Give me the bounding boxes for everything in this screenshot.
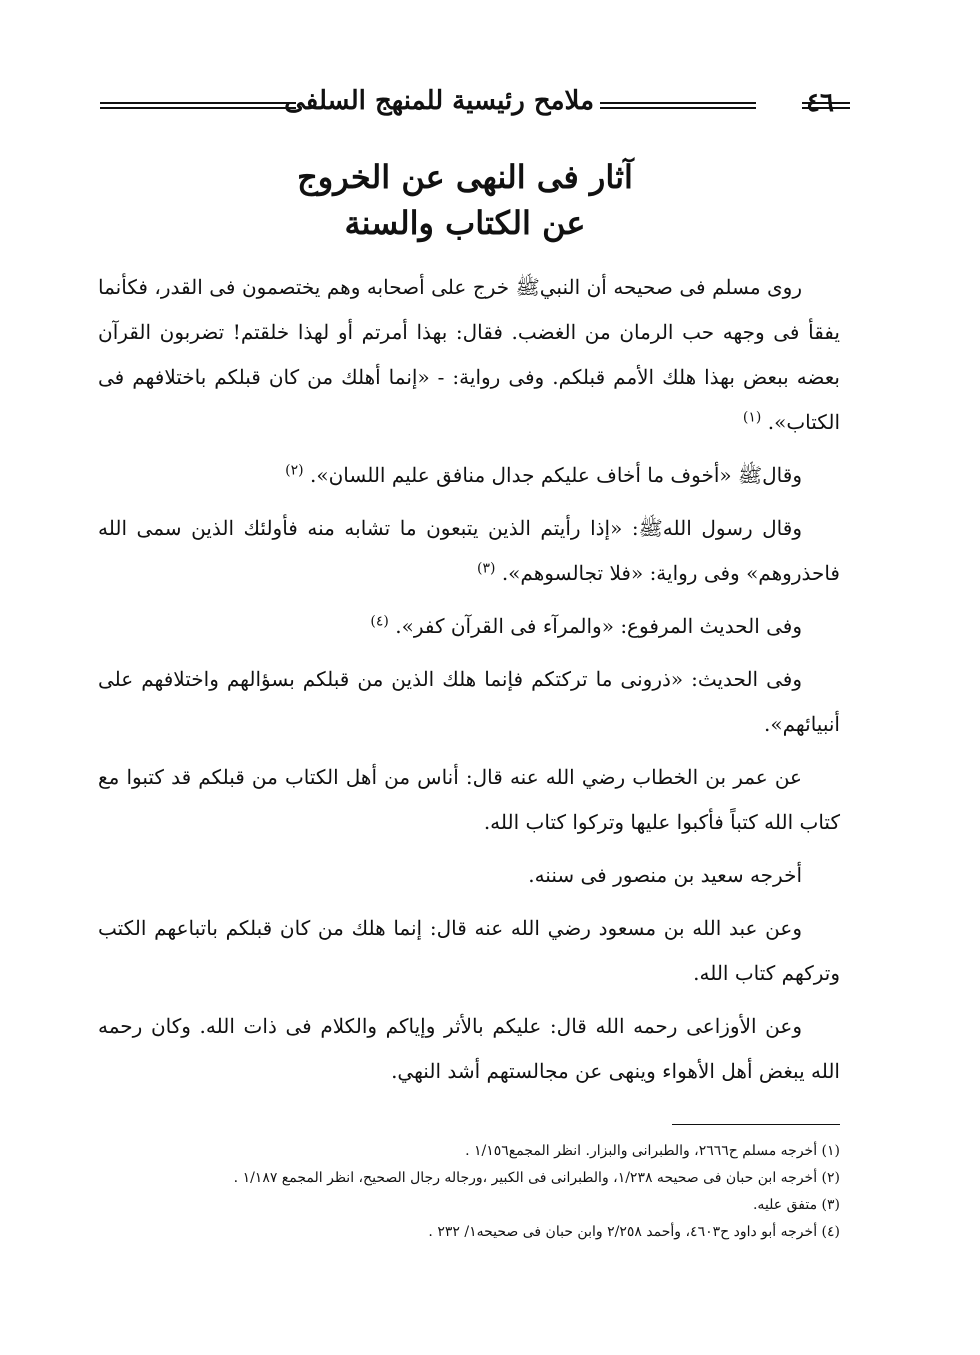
paragraph-text: روى مسلم فى صحيحه أن النبيﷺ خرج على أصحابه وهم يختصمون فى القدر، فكأنما يفقأ فى وجهه حب الرمان من الغضب. فقال: بهذا أمرتم أو لهذا خلقتم! تضربون القرآن بعضه ببعض بهذا هلك الأمم قبلكم. وفى رواية: - «إنما أهلك من كان قبلكم باختلافهم فى الكتاب». [98, 275, 840, 434]
paragraph [98, 604, 840, 649]
paragraph-text: وعن الأوزاعى رحمه الله قال: عليكم بالأثر وإياكم والكلام فى ذات الله. وكان رحمه الله يبغض أهل الأهواء وينهى عن مجالستهم أشد النهي. [98, 1014, 840, 1083]
paragraph [98, 755, 840, 845]
footnote-separator [672, 1124, 840, 1125]
paragraph-text: وعن عبد الله بن مسعود رضي الله عنه قال: إنما هلك من كان قبلكم باتباعهم الكتب وتركهم كتاب الله. [98, 916, 840, 985]
footnote-ref: (٢) [285, 462, 304, 479]
running-header [90, 88, 840, 122]
paragraph [98, 1004, 840, 1094]
paragraph-text: أخرجه سعيد بن منصور فى سننه. [528, 863, 802, 887]
footnote: (٤) أخرجه أبو داود ح٤٦٠٣، وأحمد ٢/٢٥٨ وابن حبان فى صحيحه١/ ٢٣٢ . [428, 1224, 840, 1240]
running-title: ملامح رئيسية للمنهج السلفى [284, 86, 594, 116]
header-rule-middle [600, 102, 756, 104]
paragraph [98, 906, 840, 996]
footnotes [98, 1138, 840, 1246]
paragraph-text: وفى الحديث المرفوع: «والمرآء فى القرآن كفر». [395, 614, 802, 638]
footnote: (١) أخرجه مسلم ح٢٦٦٦، والطبرانى والبزار. انظر المجمع١/١٥٦ . [465, 1143, 840, 1159]
paragraph [98, 506, 840, 596]
paragraph [98, 657, 840, 747]
paragraph [98, 453, 840, 498]
paragraph-text: عن عمر بن الخطاب رضي الله عنه قال: أناس من أهل الكتاب من قبلكم قد كتبوا مع كتاب الله كتباً فأكبوا عليها وتركوا كتاب الله. [98, 765, 840, 834]
footnote: (٣) متفق عليه. [752, 1197, 840, 1213]
header-rule-left [100, 102, 296, 104]
paragraph [98, 853, 840, 898]
footnote-ref: (٣) [477, 560, 496, 577]
body-text [98, 265, 840, 1102]
paragraph-text: وقال رسول اللهﷺ: «إذا رأيتم الذين يتبعون ما تشابه منه فأولئك الذين سمى الله فاحذروهم» وفى رواية: «فلا تجالسوهم». [98, 516, 840, 585]
footnote-ref: (٤) [370, 613, 389, 630]
footnote-ref: (١) [742, 409, 762, 426]
section-title-line1: آثار فى النهى عن الخروج [297, 158, 633, 196]
section-title-line2: عن الكتاب والسنة [344, 204, 586, 242]
paragraph-text: وقالﷺ «أخوف ما أخاف عليكم جدال منافق عليم اللسان». [309, 463, 802, 487]
paragraph-text: وفى الحديث: «ذرونى ما تركتكم فإنما هلك الذين من قبلكم بسؤالهم واختلافهم على أنبيائهم». [98, 667, 840, 736]
paragraph [98, 265, 840, 445]
footnote: (٢) أخرجه ابن حبان فى صحيحه ١/٢٣٨، والطبرانى فى الكبير ،ورجاله رجال الصحيح، انظر المجمع ١/١٨٧ . [233, 1170, 840, 1186]
page-number: ٤٦ [806, 88, 834, 118]
